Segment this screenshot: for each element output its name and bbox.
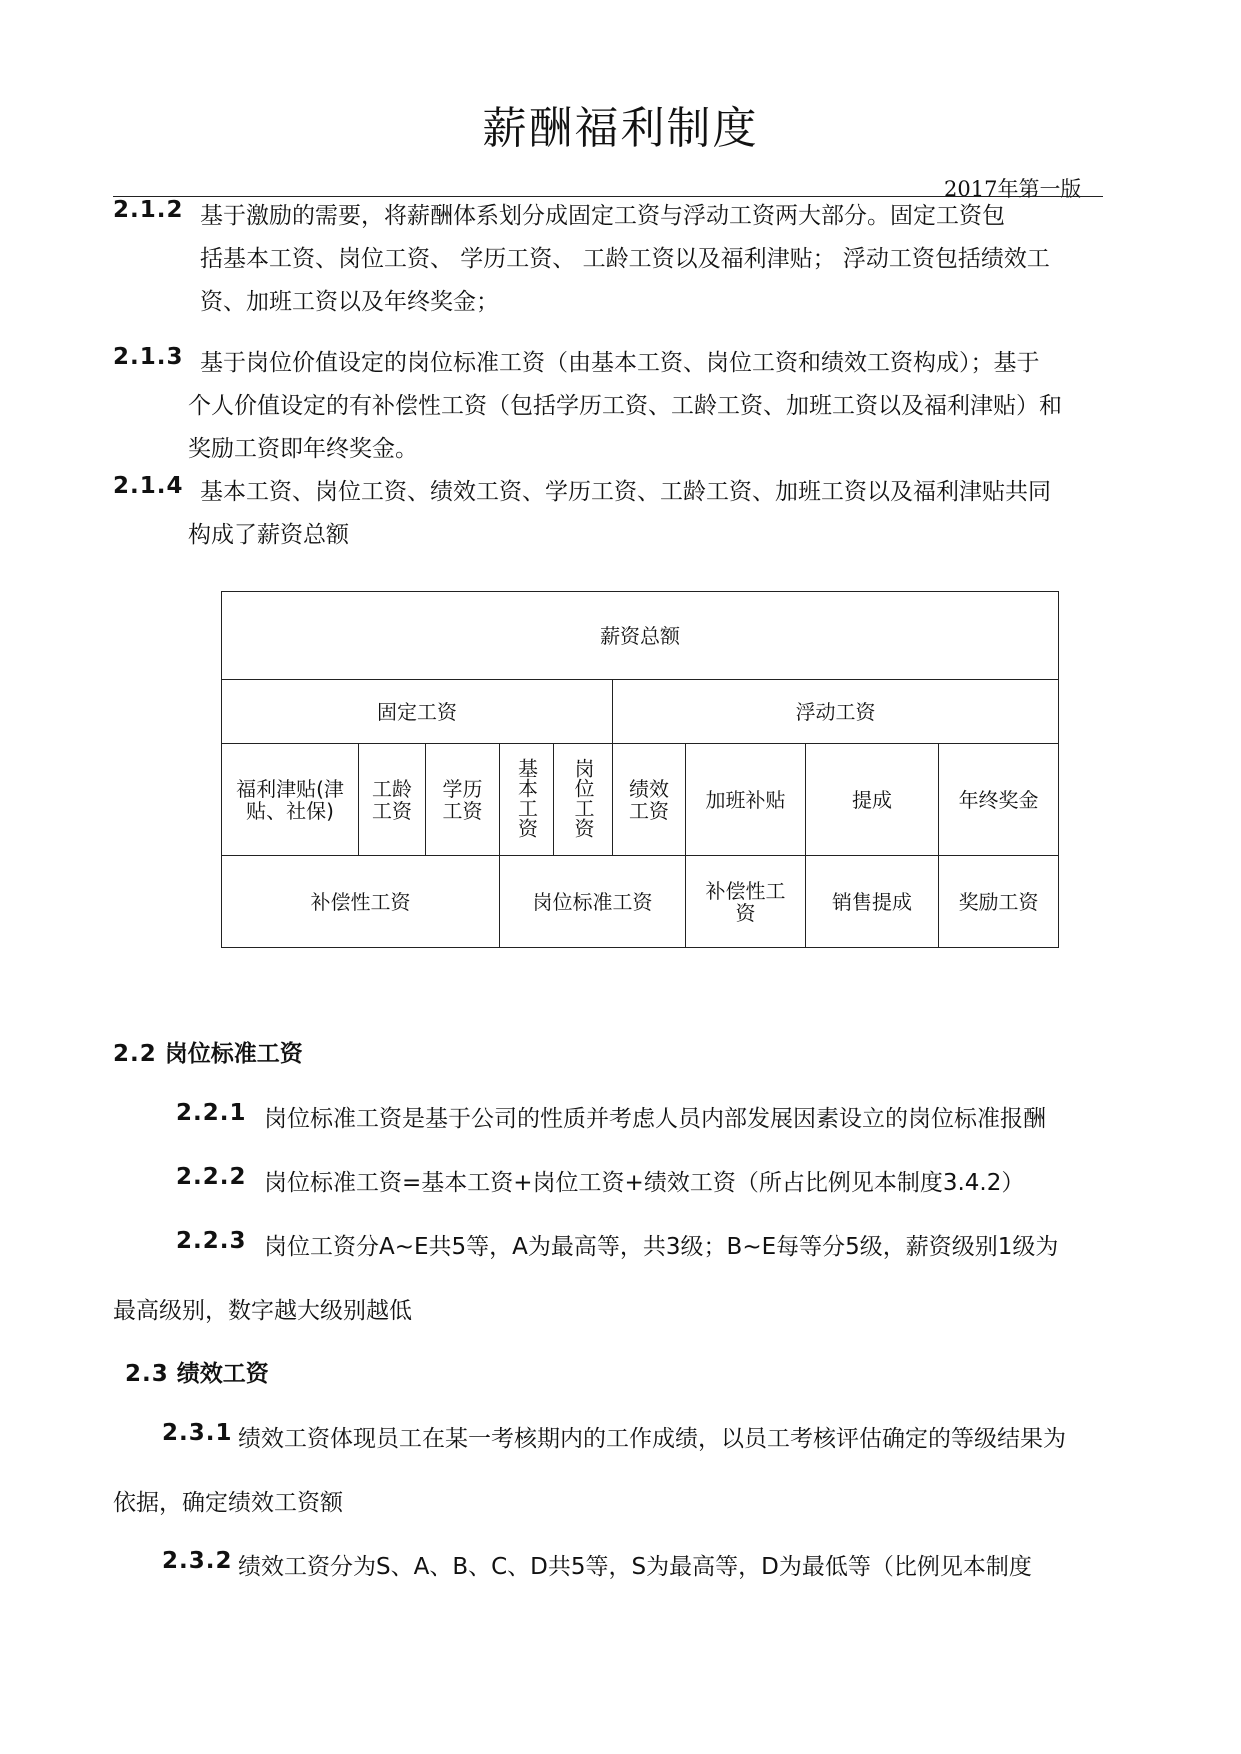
paragraph-line: 构成了薪资总额 (188, 522, 349, 548)
table-cell-item: 学历工资 (426, 744, 500, 856)
salary-composition-table (221, 591, 1059, 948)
paragraph-line: 括基本工资、岗位工资、 学历工资、 工龄工资以及福利津贴； 浮动工资包括绩效工 (200, 246, 1050, 272)
section-heading-text: 绩效工资 (176, 1361, 269, 1387)
section-heading-number: 2.3 (125, 1361, 169, 1387)
edition-label: 2017年第一版 (944, 177, 1082, 201)
section-number: 2.2.2 (176, 1164, 247, 1190)
section-number: 2.1.2 (113, 197, 184, 223)
paragraph-line: 基本工资、岗位工资、绩效工资、学历工资、工龄工资、加班工资以及福利津贴共同 (200, 479, 1051, 505)
table-header-fixed: 固定工资 (222, 680, 613, 744)
page-title: 薪酬福利制度 (482, 103, 759, 154)
table-header-floating: 浮动工资 (613, 680, 1059, 744)
section-heading (113, 1035, 303, 1068)
paragraph-line: 岗位工资分A~E共5等，A为最高等，共3级；B~E每等分5级，薪资级别1级为 (264, 1234, 1059, 1260)
table-cell-item (500, 744, 554, 856)
paragraph-line: 绩效工资体现员工在某一考核期内的工作成绩，以员工考核评估确定的等级结果为 (238, 1426, 1066, 1452)
section-number: 2.1.3 (113, 344, 184, 370)
paragraph-line: 绩效工资分为S、A、B、C、D共5等，S为最高等，D为最低等（比例见本制度 (238, 1554, 1032, 1580)
section-number: 2.3.1 (162, 1420, 233, 1446)
section-number: 2.2.3 (176, 1228, 247, 1254)
table-cell-category: 奖励工资 (939, 856, 1059, 948)
table-cell-item (554, 744, 613, 856)
paragraph-line: 基于激励的需要，将薪酬体系划分成固定工资与浮动工资两大部分。固定工资包 (200, 203, 1005, 229)
table-cell-category: 补偿性工资 (686, 856, 806, 948)
vertical-label: 基本工资 (514, 757, 539, 838)
paragraph-line: 最高级别，数字越大级别越低 (113, 1298, 412, 1324)
paragraph-line: 资、加班工资以及年终奖金； (200, 289, 499, 315)
paragraph-line: 依据，确定绩效工资额 (113, 1490, 343, 1516)
table-header-total: 薪资总额 (222, 592, 1059, 680)
paragraph-line: 基于岗位价值设定的岗位标准工资（由基本工资、岗位工资和绩效工资构成）；基于 (200, 350, 1040, 376)
table-cell-category: 岗位标准工资 (500, 856, 686, 948)
section-number: 2.3.2 (162, 1548, 233, 1574)
section-number: 2.1.4 (113, 473, 184, 499)
table-cell-item: 绩效工资 (613, 744, 686, 856)
table-cell-item: 福利津贴(津贴、社保) (222, 744, 359, 856)
table-cell-item: 提成 (806, 744, 939, 856)
paragraph-line: 奖励工资即年终奖金。 (188, 436, 418, 462)
section-heading-text: 岗位标准工资 (164, 1041, 303, 1067)
table-cell-item: 加班补贴 (686, 744, 806, 856)
section-number: 2.2.1 (176, 1100, 247, 1126)
paragraph-line: 岗位标准工资=基本工资+岗位工资+绩效工资（所占比例见本制度3.4.2） (264, 1170, 1025, 1196)
paragraph-line: 个人价值设定的有补偿性工资（包括学历工资、工龄工资、加班工资以及福利津贴）和 (188, 393, 1062, 419)
table-cell-category: 补偿性工资 (222, 856, 500, 948)
table-cell-item: 工龄工资 (359, 744, 426, 856)
table-cell-item: 年终奖金 (939, 744, 1059, 856)
section-heading (125, 1355, 269, 1388)
paragraph-line: 岗位标准工资是基于公司的性质并考虑人员内部发展因素设立的岗位标准报酬 (264, 1106, 1046, 1132)
vertical-label: 岗位工资 (571, 757, 595, 838)
section-heading-number: 2.2 (113, 1041, 157, 1067)
table-cell-category: 销售提成 (806, 856, 939, 948)
